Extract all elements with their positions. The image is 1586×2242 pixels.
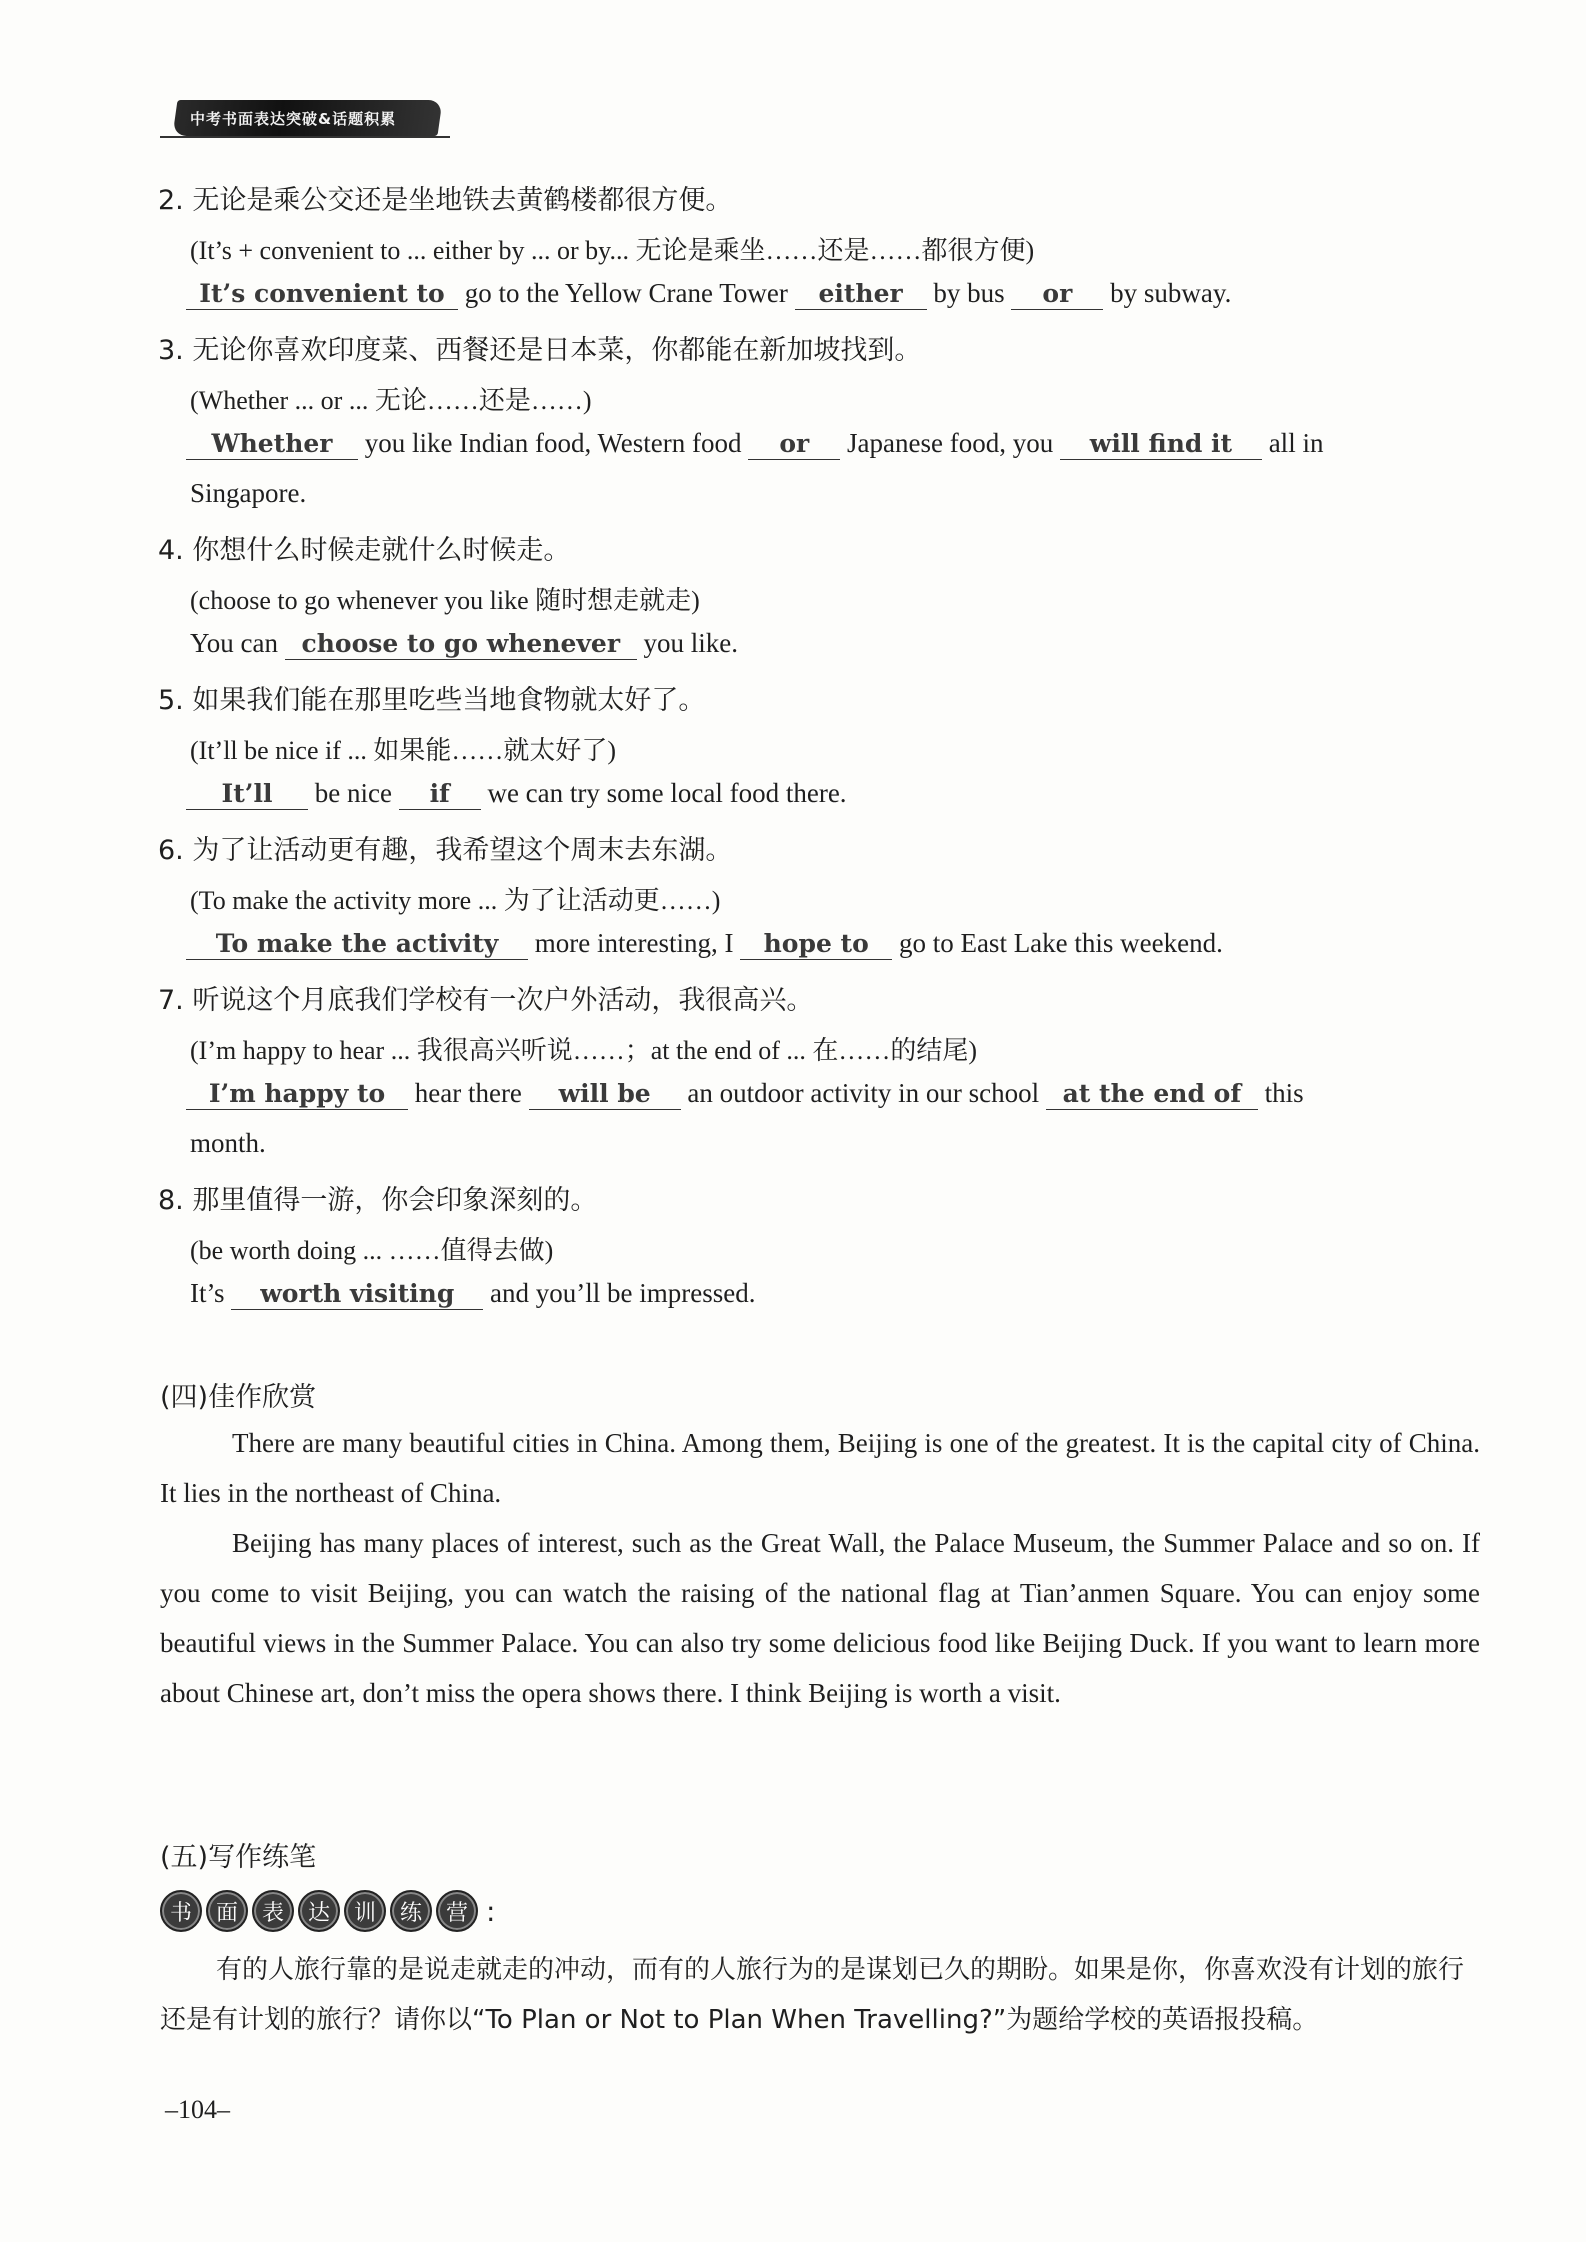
item-answer [186,928,1223,960]
answer-continuation: Singapore. [190,478,307,508]
badge-char: 达 [298,1890,340,1932]
answer-text: an outdoor activity in our school [687,1078,1040,1108]
item-hint: (choose to go whenever you like 随时想走就走) [190,586,700,615]
answer-text: hear there [414,1078,522,1108]
item-hint: (To make the activity more ... 为了让活动更……) [190,886,721,915]
answer-blank[interactable]: or [1011,279,1103,310]
badge-char: 面 [206,1890,248,1932]
answer-blank[interactable]: It’ll [186,779,308,810]
answer-blank[interactable]: It’s convenient to [186,279,458,310]
answer-text: you like Indian food, Western food [364,428,742,458]
answer-blank[interactable]: will be [529,1079,681,1110]
item-question: 2. 无论是乘公交还是坐地铁去黄鹤楼都很方便。 [158,185,733,216]
answer-text: be nice [314,778,392,808]
item-question: 7. 听说这个月底我们学校有一次户外活动，我很高兴。 [158,985,814,1016]
answer-text: You can [190,628,279,658]
answer-blank[interactable]: worth visiting [231,1279,483,1310]
paragraph-text: There are many beautiful cities in China. Among them, Beijing is one of the greatest. It is the capital city of China. It lies in the northeast of China. [160,1428,1480,1508]
item-question: 4. 你想什么时候走就什么时候走。 [158,535,571,566]
answer-text: more interesting, I [534,928,734,958]
answer-text: go to the Yellow Crane Tower [464,278,788,308]
item-hint: (I’m happy to hear ... 我很高兴听说……；at the end of ... 在……的结尾) [190,1036,978,1065]
header-banner-text: 中考书面表达突破&话题积累 [190,110,397,128]
header-rule [160,136,450,138]
answer-blank[interactable]: choose to go whenever [285,629,637,660]
answer-text: this [1264,1078,1304,1108]
prompt-text: 有的人旅行靠的是说走就走的冲动，而有的人旅行为的是谋划已久的期盼。如果是你，你喜欢没有计划的旅行还是有计划的旅行？请你以“To Plan or Not to Plan When Travelling?”为题给学校的英语报投稿。 [160,1955,1465,2035]
item-hint: (Whether ... or ... 无论……还是……) [190,386,592,415]
paragraph-text: Beijing has many places of interest, such as the Great Wall, the Palace Museum, the Summer Palace and so on. If you come to visit Beijing, you can watch the raising of the national flag at Tian’anmen Square. You can enjoy some beautiful views in the Summer Palace. You can also try some delicious food like Beijing Duck. If you want to learn more about Chinese art, don’t miss the opera shows there. I think Beijing is worth a visit. [160,1528,1480,1708]
item-question: 3. 无论你喜欢印度菜、西餐还是日本菜，你都能在新加坡找到。 [158,335,922,366]
item-answer [190,628,738,660]
item-hint: (It’s + convenient to ... either by ... or by... 无论是乘坐……还是……都很方便) [190,236,1035,265]
item-answer [186,1078,1304,1110]
model-essay-paragraph-2 [160,1518,1480,1718]
item-answer [190,1278,755,1310]
answer-continuation: month. [190,1128,266,1158]
section-title-writing-practice: (五)写作练笔 [160,1842,317,1873]
answer-text: by subway. [1110,278,1232,308]
answer-blank[interactable]: at the end of [1046,1079,1258,1110]
badge-char: 训 [344,1890,386,1932]
answer-text: we can try some local food there. [487,778,847,808]
item-answer [186,778,847,810]
answer-text: go to East Lake this weekend. [898,928,1223,958]
answer-blank[interactable]: if [399,779,481,810]
badge-char: 营 [436,1890,478,1932]
answer-text: and you’ll be impressed. [490,1278,756,1308]
item-answer [186,428,1323,460]
answer-blank[interactable]: To make the activity [186,929,528,960]
item-hint: (be worth doing ... ……值得去做) [190,1236,554,1265]
answer-text: Japanese food, you [847,428,1054,458]
answer-text: you like. [643,628,739,658]
section-title-model-essay: (四)佳作欣赏 [160,1382,317,1413]
item-question: 6. 为了让活动更有趣，我希望这个周末去东湖。 [158,835,733,866]
training-camp-badge [160,1890,495,1932]
answer-text: It’s [190,1278,225,1308]
answer-blank[interactable]: either [795,279,927,310]
answer-text: all in [1268,428,1324,458]
badge-colon: : [486,1894,496,1928]
item-answer [186,278,1231,310]
item-question: 8. 那里值得一游，你会印象深刻的。 [158,1185,598,1216]
badge-char: 练 [390,1890,432,1932]
item-question: 5. 如果我们能在那里吃些当地食物就太好了。 [158,685,706,716]
answer-blank[interactable]: hope to [740,929,892,960]
answer-blank[interactable]: or [748,429,840,460]
answer-text: by bus [933,278,1005,308]
page-number: –104– [165,2095,230,2124]
answer-blank[interactable]: will find it [1060,429,1262,460]
badge-char: 表 [252,1890,294,1932]
answer-blank[interactable]: Whether [186,429,358,460]
badge-char: 书 [160,1890,202,1932]
model-essay-paragraph-1 [160,1418,1480,1518]
item-hint: (It’ll be nice if ... 如果能……就太好了) [190,736,617,765]
writing-prompt [160,1945,1480,2045]
answer-blank[interactable]: I’m happy to [186,1079,408,1110]
